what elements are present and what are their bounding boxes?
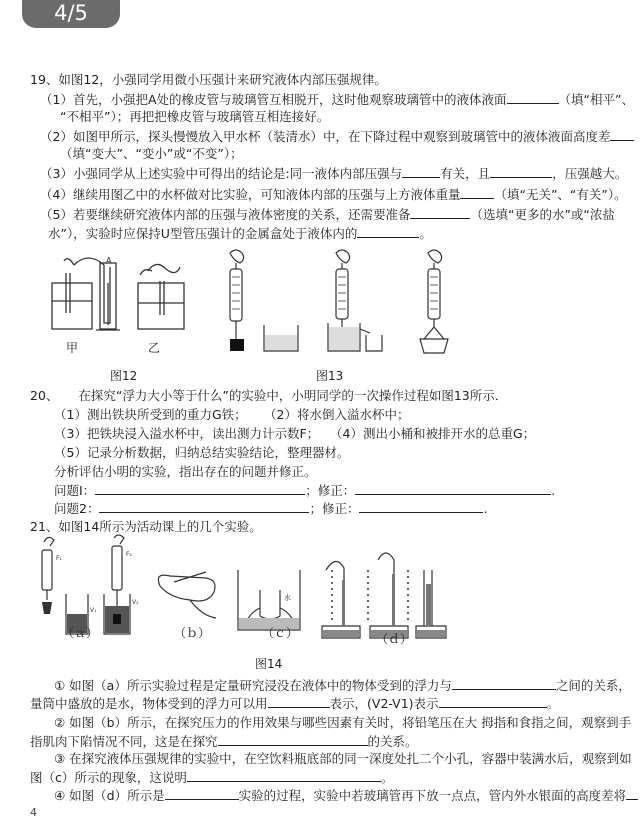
blank-20-fix2[interactable] [359, 500, 483, 513]
fig14-caption: 图14 [255, 657, 283, 671]
q19-part1 [40, 91, 634, 108]
fig14-d-mercury-1 [323, 630, 359, 637]
q19-part5 [40, 206, 615, 223]
blank-19-1[interactable] [507, 91, 559, 104]
q20-end1: . [551, 483, 556, 498]
blank-21-1b[interactable] [268, 695, 330, 708]
q19-p3b: 有关，且 [440, 166, 491, 181]
blank-21-2[interactable] [218, 733, 368, 746]
q20-fix1-label: ；修正： [305, 483, 356, 498]
q19-p3a: （3）小强同学从上述实验中可得出的结论是:同一液体内部压强与 [40, 166, 403, 181]
fig14-label-a: （ａ） [62, 626, 99, 640]
page-number: 4 [30, 806, 37, 819]
q19-intro: 19、如图12，小强同学用微小压强计来研究液体内部压强规律。 [30, 72, 387, 87]
q20-fix2-label: ；修正： [309, 501, 360, 516]
q21-i2c: 的关系。 [367, 734, 418, 749]
q20-problem-2 [54, 500, 487, 517]
q21-item4 [54, 787, 638, 804]
fig14-label-b: （ｂ） [174, 626, 211, 640]
q20-step2: （2）将水倒入溢水杯中； [264, 407, 410, 422]
fig14-a-weight-1 [42, 602, 52, 614]
q21-item3-cont [30, 769, 393, 786]
fig13-iron-block-1 [230, 339, 244, 351]
q21-i4b: 实验的过程，实验中若玻璃管再下放一点点，管内外水银面的高度差将 [238, 788, 627, 803]
q19-part3 [40, 165, 627, 182]
q21-item2: ② 如图（b）所示，在探究压力的作用效果与哪些因素有关时，将铅笔压在大 拇指和食指之间，观察到手 [54, 715, 632, 730]
fig12-jia [52, 258, 120, 330]
q21-item3: ③ 在探究液体压强规律的实验中，在空饮料瓶底部的同一深度处扎二个小孔，容器中装满水后，观察到如 [54, 751, 632, 766]
q21-i1b: 之间的关系， [555, 678, 631, 693]
fig14-b [158, 572, 216, 618]
blank-19-3a[interactable] [402, 165, 440, 178]
figure-13 [210, 247, 470, 357]
q20-step4: （4）测出小桶和被排开水的总重G； [330, 426, 536, 441]
q19-p2b: （填“变大”、“变小”或“不变”）； [60, 146, 243, 161]
fig13-bucket [420, 339, 448, 353]
q20-step3: （3）把铁块浸入溢水杯中，读出测力计示数F； [54, 426, 320, 441]
q21-i4a: ④ 如图（d）所示是 [54, 788, 165, 803]
blank-19-5b[interactable] [357, 225, 419, 238]
blank-21-4a[interactable] [165, 787, 239, 800]
fig13-scale-marks [232, 277, 438, 309]
q19-p3c: ，压强越大。 [552, 166, 628, 181]
q20-num: 20、 [30, 388, 59, 403]
q19-p5b: （选填“更多的水”或“浓盐 [470, 207, 615, 222]
fig13-caption: 图13 [316, 369, 344, 383]
q20-step1: （1）测出铁块所受到的重力G铁； [54, 407, 247, 422]
blank-21-3[interactable] [187, 769, 381, 782]
figure-12 [48, 253, 198, 343]
fig14-d-mercury-3 [417, 630, 445, 637]
fig14-a-weight-2 [113, 614, 121, 624]
q21-item2-cont [30, 733, 418, 750]
fig13-hand-2 [336, 250, 350, 263]
fig14-a-f1: F₁ [56, 555, 62, 562]
q21-i1e: 。 [546, 696, 560, 711]
q20-intro [30, 388, 507, 404]
fig14-a-v2: V₂ [132, 599, 139, 606]
q19-p5a: （5）若要继续研究液体内部的压强与液体密度的关系，还需要准备 [40, 207, 411, 222]
fig13-scale-2 [336, 269, 348, 319]
fig13-small-cup [366, 335, 382, 351]
q21-i3c: 。 [380, 770, 394, 785]
blank-21-1c[interactable] [439, 695, 547, 708]
blank-21-1a[interactable] [452, 677, 556, 690]
fig13-water-overflow [329, 327, 359, 350]
q21-i3b: 图（c）所示的现象，这说明 [30, 770, 187, 785]
q19-p1a: （1）首先，小强把A处的橡皮管与玻璃管互相脱开，这时他观察玻璃管中的液体液面 [40, 92, 507, 107]
fig13-water-cup-empty [265, 335, 297, 350]
fig14-c-water-label: 水 [284, 594, 291, 602]
blank-20-prob2[interactable] [99, 500, 309, 513]
q19-p4a: （4）继续用图乙中的水杯做对比实验，可知液体内部的压强与上方液体重量 [40, 187, 461, 202]
blank-20-prob1[interactable] [95, 482, 305, 495]
q21-i1a: ① 如图（a）所示实验过程是定量研究浸没在液体中的物体受到的浮力与 [54, 678, 452, 693]
q19-p5c: 水”），实验时应保持U型管压强计的金属盒处于液体内的 [48, 226, 358, 241]
q20-prob2-label: 问题2： [54, 501, 100, 516]
fig12-label-a: A [106, 256, 112, 265]
fig13-hand-1 [230, 250, 244, 263]
fig14-d-column-3 [426, 584, 431, 626]
fig12-yi [138, 264, 184, 329]
q20-text: 在探究“浮力大小等于什么”的实验中，小明同学的一次操作过程如图13所示． [78, 388, 508, 403]
q20-end2: . [483, 501, 488, 516]
q21-intro: 21、如图14所示为活动课上的几个实验。 [30, 519, 262, 534]
fig12-label-yi: 乙 [148, 341, 161, 355]
q19-p4b: （填“无关”、“有关”）。 [494, 187, 627, 202]
fig14-a-v1: V₁ [90, 607, 97, 614]
q20-step5: （5）记录分析数据，归纳总结实验结论，整理器材。 [54, 445, 350, 460]
q20-ask: 分析评估小明的实验，指出存在的问题并修正。 [54, 464, 317, 479]
q19-part5-cont [48, 225, 432, 242]
fig14-label-d: （ｄ） [376, 632, 413, 646]
blank-19-2[interactable] [610, 128, 634, 141]
fig14-d-column-2 [392, 574, 395, 626]
fig13-scale-3 [428, 269, 440, 319]
blank-19-4[interactable] [460, 186, 494, 199]
q19-part4 [40, 186, 627, 203]
fig13-hand-3 [428, 250, 442, 263]
q19-p1b: “不相平”）；再把把橡皮管与玻璃管互相连接好。 [60, 109, 330, 124]
q21-i2b: 指肌肉下陷情况不同，这是在探究 [30, 734, 218, 749]
fig12-label-jia: 甲 [66, 341, 79, 355]
q19-p2a: （2）如图甲所示，探头慢慢放入甲水杯（装清水）中，在下降过程中观察到玻璃管中的液体液面高度差 [40, 129, 611, 144]
q21-i1c: 量筒中盛放的是水，物体受到的浮力可以用 [30, 696, 268, 711]
q20-problem-1 [54, 482, 555, 499]
blank-20-fix1[interactable] [355, 482, 551, 495]
q20-prob1-label: 问题I： [54, 483, 96, 498]
fig14-d-column-1 [342, 580, 345, 626]
q19-p1a-tail: （填“相平”、 [558, 92, 634, 107]
blank-19-3b[interactable] [490, 165, 552, 178]
q21-item1-cont [30, 695, 559, 712]
fig14-a-f2: F₂ [126, 551, 132, 558]
q19-part2 [40, 128, 634, 145]
fig12-caption: 图12 [110, 369, 138, 383]
q19-p5d: 。 [419, 226, 432, 241]
q21-i1d: 表示，(V2-V1)表示 [329, 696, 439, 711]
fig14-label-c: （ｃ） [262, 626, 299, 640]
blank-21-4b[interactable] [626, 787, 638, 800]
q21-item1 [54, 677, 631, 694]
page-badge: 4/5 [22, 0, 120, 28]
blank-19-5a[interactable] [410, 206, 470, 219]
